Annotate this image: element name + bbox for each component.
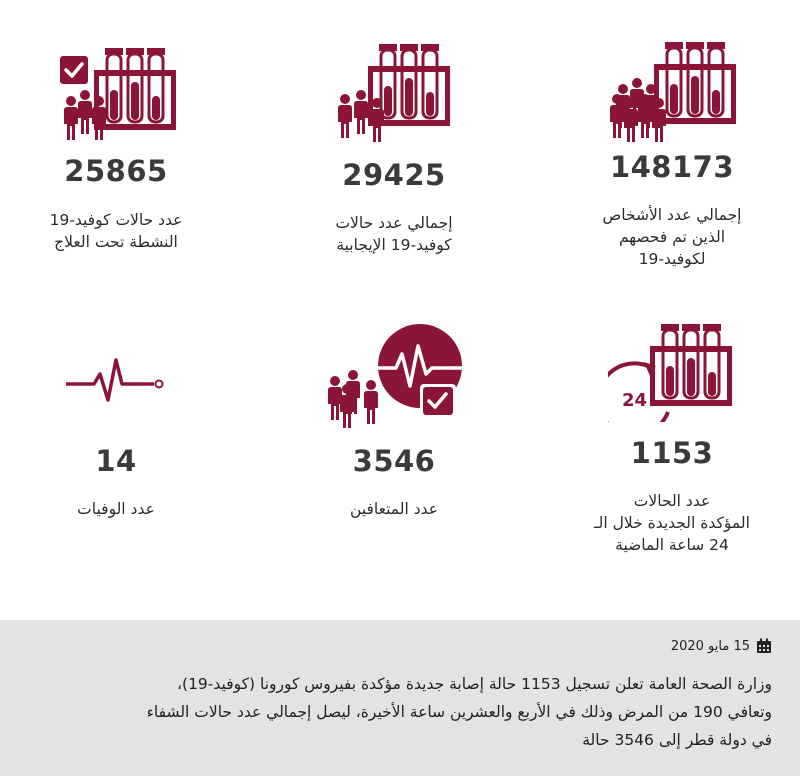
news-date-row bbox=[671, 638, 772, 654]
stat-value: 25865 bbox=[64, 154, 168, 188]
stat-value: 148173 bbox=[609, 150, 735, 184]
stat-label: إجمالي عدد حالات كوفيد-19 الإيجابية bbox=[335, 214, 453, 254]
calendar-icon bbox=[756, 638, 772, 654]
news-line: وزارة الصحة العامة تعلن تسجيل 1153 حالة إصابة جديدة مؤكدة بفيروس كورونا (كوفيد-19)، bbox=[177, 675, 772, 693]
news-body bbox=[32, 670, 772, 754]
news-line: وتعافي 190 من المرض وذلك في الأربع والعشرين ساعة الأخيرة، ليصل إجمالي عدد حالات الشفاء bbox=[146, 703, 772, 721]
stat-label: عدد المتعافين bbox=[350, 500, 438, 518]
news-panel bbox=[0, 620, 800, 776]
stat-label: عدد الحالات المؤكدة الجديدة خلال الـ 24 ساعة الماضية bbox=[594, 492, 750, 554]
people-test-tubes-icon bbox=[610, 42, 740, 144]
svg-text:24: 24 bbox=[622, 390, 648, 411]
news-date: 15 مايو 2020 bbox=[670, 638, 750, 654]
stat-label: إجمالي عدد الأشخاص الذين تم فحصهم لكوفيد-19 bbox=[602, 206, 742, 268]
stat-label: عدد الوفيات bbox=[77, 500, 155, 518]
stat-value: 29425 bbox=[342, 158, 446, 192]
check-people-test-tubes-icon bbox=[60, 48, 176, 144]
flatline-icon bbox=[66, 356, 166, 406]
stat-value: 1153 bbox=[630, 436, 714, 470]
people-test-tubes-icon bbox=[334, 44, 454, 148]
stat-value: 3546 bbox=[352, 444, 436, 478]
stat-label: عدد حالات كوفيد-19 النشطة تحت العلاج bbox=[49, 211, 183, 251]
news-line: في دولة قطر إلى 3546 حالة bbox=[582, 731, 772, 749]
stat-value: 14 bbox=[95, 444, 137, 478]
24h-test-tubes-icon bbox=[608, 322, 738, 422]
recovered-people-heartbeat-icon bbox=[326, 324, 466, 436]
